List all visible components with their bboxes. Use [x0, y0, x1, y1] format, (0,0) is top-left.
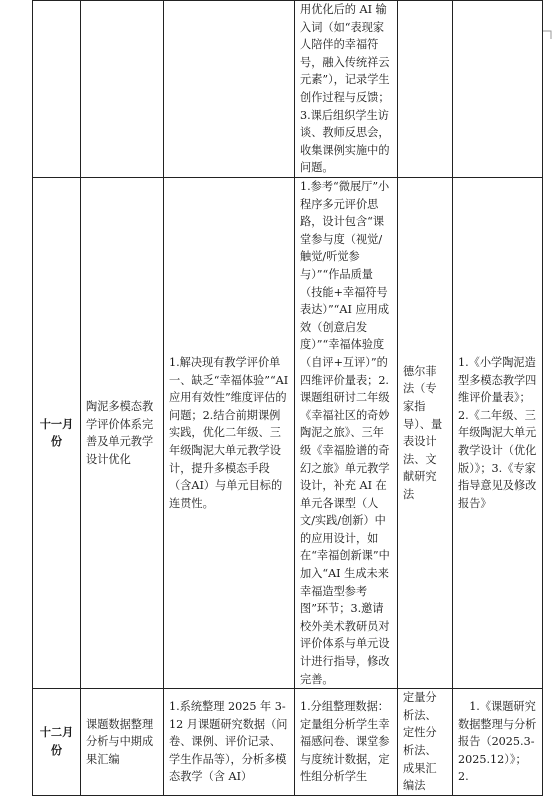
month-cell: 十一月份: [33, 178, 81, 689]
topic-cell: 陶泥多模态教学评价体系完善及单元教学设计优化: [81, 178, 164, 689]
result-cell: 1.《小学陶泥造型多模态教学四维评价量表》；2.《二年级、三年级陶泥大单元教学设计（优化版）》；3.《专家指导意见及修改报告》: [453, 178, 543, 689]
month-cell: [33, 1, 81, 178]
method-cell: [398, 1, 453, 178]
table-row: [33, 178, 543, 689]
topic-cell: 课题数据整理分析与中期成果汇编: [81, 689, 164, 796]
content-cell: 用优化后的 AI 输入词（如“表现家人陪伴的幸福符号，融入传统祥云元素”），记录学生创作过程与反馈；3.课后组织学生访谈、教师反思会，收集课例实施中的问题。: [295, 1, 398, 178]
method-cell: 德尔菲法（专家指导）、量表设计法、文献研究法: [398, 178, 453, 689]
result-cell: 1.《课题研究数据整理与分析报告（2025.3-2025.12）》；2.: [453, 689, 543, 796]
content-cell: 1.参考“微展厅”小程序多元评价思路，设计包含“课堂参与度（视觉/触觉/听觉参与）”“作品质量（技能+幸福符号表达）”“AI 应用成效（创意启发度）”“幸福体验度（自评+互评）”的四维评价量表；2.课题组研讨二年级《幸福社区的奇妙陶泥之旅》、三年级《幸福脸谱的奇幻之旅》单元教学设计，补充 AI 在单元各课型（人文/实践/创新）中的应用设计，如在“幸福创新课”中加入“AI 生成未来幸福造型参考图”环节；3.邀请校外美术教研员对评价体系与单元设计进行指导，修改完善。: [295, 178, 398, 689]
problem-cell: [164, 1, 295, 178]
month-cell: 十二月份: [33, 689, 81, 796]
content-cell: 1.分组整理数据：定量组分析学生幸福感问卷、课堂参与度统计数据，定性组分析学生: [295, 689, 398, 796]
problem-cell: 1.解决现有教学评价单一、缺乏“幸福体验”“AI应用有效性”维度评估的问题；2.结合前期课例实践，优化二年级、三年级陶泥大单元教学设计，提升多模态手段（含AI）与单元目标的连贯性。: [164, 178, 295, 689]
method-cell: 定量分析法、定性分析法、成果汇编法: [398, 689, 453, 796]
problem-cell: 1.系统整理 2025 年 3-12 月课题研究数据（问卷、课例、评价记录、学生作品等），分析多模态教学（含 AI）: [164, 689, 295, 796]
research-plan-table: [32, 0, 543, 796]
table-row: [33, 689, 543, 796]
margin-marker-icon: [541, 29, 553, 41]
table-row: [33, 1, 543, 178]
topic-cell: [81, 1, 164, 178]
result-cell: [453, 1, 543, 178]
